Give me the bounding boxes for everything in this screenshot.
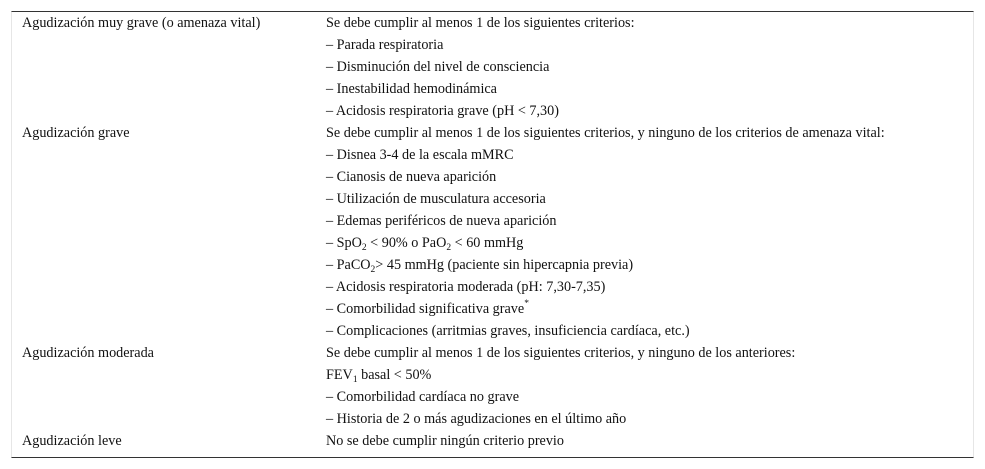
criteria-item: – Parada respiratoria [326,37,444,53]
criteria-item: – Edemas periféricos de nueva aparición [326,213,557,229]
threshold-part: basal < 50% [357,367,432,383]
criteria-item-spo2 [326,232,885,254]
subscript: 2 [361,243,367,253]
subscript: 1 [352,375,358,385]
criteria-cell [326,342,795,430]
severity-label: Agudización muy grave (o amenaza vital) [22,15,261,31]
subscript: 2 [370,265,376,275]
criteria-item: – Disminución del nivel de consciencia [326,59,550,75]
footnote-marker: * [524,299,529,309]
criteria-item-fev1 [326,364,795,386]
criteria-cell [326,122,885,342]
pao2-part: < 90% o PaO [366,235,447,251]
severity-label: Agudización leve [22,433,122,449]
criteria-item: – Disnea 3-4 de la escala mMRC [326,147,514,163]
criteria-item: – Cianosis de nueva aparición [326,169,497,185]
criteria-item: – Acidosis respiratoria moderada (pH: 7,30-7,35) [326,279,606,295]
threshold-part: < 60 mmHg [451,235,524,251]
criteria-cell [326,430,564,452]
threshold-part: > 45 mmHg (paciente sin hipercapnia previa) [375,257,634,273]
severity-label: Agudización moderada [22,345,154,361]
criteria-item-paco2 [326,254,885,276]
criteria-item: – Complicaciones (arritmias graves, insuficiencia cardíaca, etc.) [326,323,690,339]
comorbidity-text: – Comorbilidad significativa grave [326,301,525,317]
criteria-item: – Acidosis respiratoria grave (pH < 7,30) [326,103,559,119]
criteria-item: – Historia de 2 o más agudizaciones en el último año [326,411,627,427]
criteria-item: – Inestabilidad hemodinámica [326,81,497,97]
criteria-item: – Utilización de musculatura accesoria [326,191,546,207]
criteria-intro: Se debe cumplir al menos 1 de los siguientes criterios: [326,15,635,31]
criteria-item: No se debe cumplir ningún criterio previo [326,433,564,449]
exacerbation-severity-table [11,11,974,458]
paco2-part: – PaCO [326,257,371,273]
criteria-item: – Comorbilidad cardíaca no grave [326,389,520,405]
criteria-intro: Se debe cumplir al menos 1 de los siguientes criterios, y ninguno de los anteriores: [326,345,796,361]
fev-part: FEV [326,367,353,383]
criteria-cell [326,12,635,122]
spo2-part: – SpO [326,235,362,251]
severity-label: Agudización grave [22,125,130,141]
subscript: 2 [446,243,452,253]
criteria-intro: Se debe cumplir al menos 1 de los siguientes criterios, y ninguno de los criterios de amenaza vital: [326,125,885,141]
criteria-item-comorbidity [326,298,885,320]
